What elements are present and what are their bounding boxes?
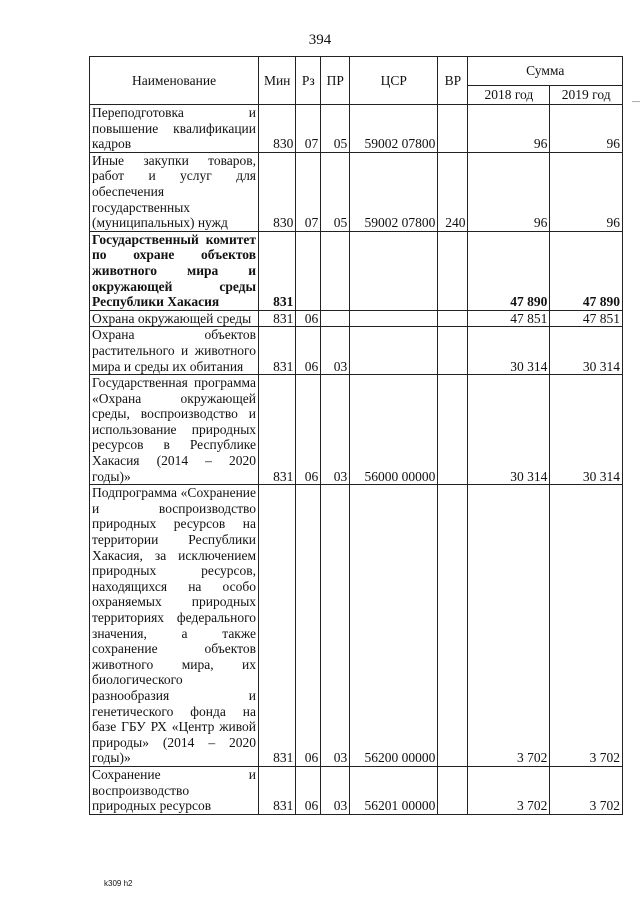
table-row [90,485,623,767]
table-body [90,105,623,815]
cell-2018: 3 702 [468,485,550,767]
cell-rz: 06 [296,766,321,814]
cell-pr: 05 [321,105,350,153]
cell-2019: 3 702 [550,485,623,767]
header-row [90,57,623,86]
cell-name: Государственный комитет по охране объектов животного мира и окружающей среды Республики Хакасия [90,231,259,310]
table-row [90,231,623,310]
cell-pr: 03 [321,327,350,375]
cell-2018: 96 [468,105,550,153]
cell-vr [438,231,468,310]
cell-rz: 06 [296,485,321,767]
cell-vr [438,310,468,327]
header-rz: Рз [296,57,321,105]
cell-vr [438,766,468,814]
cell-csr: 56200 00000 [350,485,438,767]
cell-pr: 03 [321,375,350,485]
cell-csr: 59002 07800 [350,152,438,231]
cell-vr: 240 [438,152,468,231]
cell-name: Государственная программа «Охрана окружающей среды, воспроизводство и использование природных ресурсов в Республике Хакасия (2014 – 2020 годы)» [90,375,259,485]
cell-pr: 03 [321,766,350,814]
cell-2019: 96 [550,105,623,153]
cell-pr: 03 [321,485,350,767]
cell-2018: 96 [468,152,550,231]
cell-csr [350,327,438,375]
header-vr: ВР [438,57,468,105]
header-year-2019: 2019 год [550,86,623,105]
cell-min: 830 [259,105,296,153]
cell-rz: 07 [296,105,321,153]
cell-csr: 59002 07800 [350,105,438,153]
table-row [90,105,623,153]
cell-vr [438,485,468,767]
header-csr: ЦСР [350,57,438,105]
cell-csr [350,310,438,327]
cell-rz: 06 [296,327,321,375]
cell-2019: 47 890 [550,231,623,310]
cell-min: 830 [259,152,296,231]
cell-pr: 05 [321,152,350,231]
cell-pr [321,231,350,310]
cell-min: 831 [259,766,296,814]
cell-rz: 06 [296,310,321,327]
cell-2019: 47 851 [550,310,623,327]
cell-2019: 96 [550,152,623,231]
cell-pr [321,310,350,327]
cell-rz [296,231,321,310]
cell-2019: 30 314 [550,375,623,485]
edge-mark: │ [632,100,639,105]
header-sum: Сумма [468,57,623,86]
table-row [90,327,623,375]
cell-name: Охрана окружающей среды [90,310,259,327]
cell-csr: 56201 00000 [350,766,438,814]
cell-2018: 3 702 [468,766,550,814]
table-row [90,152,623,231]
cell-2018: 30 314 [468,375,550,485]
cell-name: Переподготовка и повышение квалификации кадров [90,105,259,153]
cell-rz: 07 [296,152,321,231]
header-name: Наименование [90,57,259,105]
cell-min: 831 [259,231,296,310]
cell-name: Охрана объектов растительного и животного мира и среды их обитания [90,327,259,375]
header-year-2018: 2018 год [468,86,550,105]
table-row [90,375,623,485]
cell-2018: 47 851 [468,310,550,327]
cell-rz: 06 [296,375,321,485]
header-pr: ПР [321,57,350,105]
table-row [90,310,623,327]
table-row [90,766,623,814]
budget-table [89,56,623,815]
cell-min: 831 [259,375,296,485]
cell-vr [438,105,468,153]
cell-vr [438,327,468,375]
cell-2019: 30 314 [550,327,623,375]
cell-min: 831 [259,485,296,767]
cell-min: 831 [259,310,296,327]
cell-csr: 56000 00000 [350,375,438,485]
cell-name: Подпрограмма «Сохранение и воспроизводство природных ресурсов на территории Республики Хакасия, за исключением природных ресурсов, находящихся на особо охраняемых природных территориях федерального значения, а также сохранение объектов животного мира, их биологического разнообразия и генетического фонда на базе ГБУ РХ «Центр живой природы» (2014 – 2020 годы)» [90,485,259,767]
cell-2018: 47 890 [468,231,550,310]
header-min: Мин [259,57,296,105]
cell-csr [350,231,438,310]
cell-vr [438,375,468,485]
cell-name: Иные закупки товаров, работ и услуг для обеспечения государственных (муниципальных) нужд [90,152,259,231]
page-number: 394 [308,32,332,48]
cell-name: Сохранение и воспроизводство природных ресурсов [90,766,259,814]
cell-2019: 3 702 [550,766,623,814]
cell-min: 831 [259,327,296,375]
footer-code: k309 h2 [104,879,133,888]
cell-2018: 30 314 [468,327,550,375]
